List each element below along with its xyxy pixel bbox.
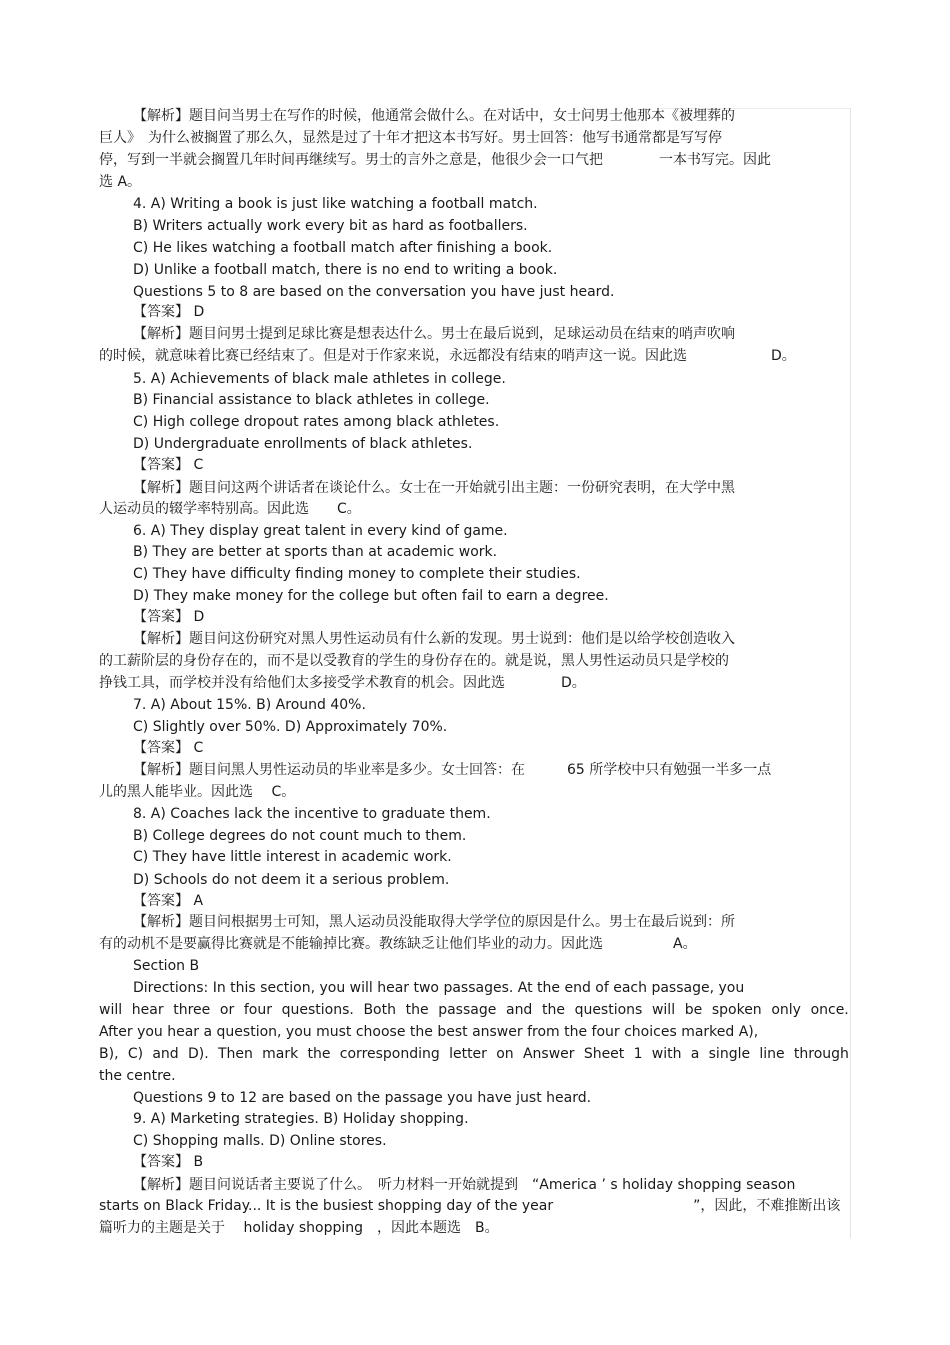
question-8-option-c: C) They have little interest in academic work. [133, 849, 452, 865]
word: questions. [281, 1002, 354, 1018]
analysis-q9-line-1: 【解析】题目问说话者主要说了什么。 听力材料一开始就提到 “America ’ s holiday shopping season [133, 1177, 796, 1193]
answer-q8: 【答案】 A [133, 893, 204, 909]
word: a [690, 1046, 700, 1062]
question-6-option-d: D) They make money for the college but often fail to earn a degree. [133, 588, 609, 604]
word: once. [810, 1002, 849, 1018]
word: the [307, 1046, 331, 1062]
word: only [771, 1002, 801, 1018]
analysis-q8-line-1: 【解析】题目问根据男士可知，黑人运动员没能取得大学学位的原因是什么。男士在最后说到：所 [133, 914, 735, 930]
directions-line-1: Directions: In this section, you will hear two passages. At the end of each passage, you [133, 980, 745, 996]
word: will [99, 1002, 123, 1018]
word: four [243, 1002, 272, 1018]
word: C) [127, 1046, 144, 1062]
word: questions [574, 1002, 643, 1018]
analysis-q7-line-2: 儿的黑人能毕业。因此选 C。 [99, 784, 296, 800]
answer-q7: 【答案】 C [133, 740, 204, 756]
questions-9-12-intro: Questions 9 to 12 are based on the passage you have just heard. [133, 1090, 592, 1106]
word: Both [363, 1002, 396, 1018]
word: D). [187, 1046, 209, 1062]
word: or [219, 1002, 235, 1018]
word: mark [262, 1046, 299, 1062]
word: will [651, 1002, 676, 1018]
question-6-option-a: 6. A) They display great talent in every kind of game. [133, 523, 508, 539]
word: through [793, 1046, 849, 1062]
analysis-q5-line-2: 人运动员的辍学率特别高。因此选 C。 [99, 501, 361, 517]
answer-q5: 【答案】 C [133, 457, 204, 473]
section-b-heading: Section B [133, 958, 200, 974]
question-9-options-ab: 9. A) Marketing strategies. B) Holiday shopping. [133, 1111, 469, 1127]
question-8-option-a: 8. A) Coaches lack the incentive to graduate them. [133, 806, 491, 822]
analysis-q4-line-2: 的时候，就意味着比赛已经结束了。但是对于作家来说，永远都没有结束的哨声这一说。因此选 D。 [99, 348, 796, 364]
answer-q4: 【答案】 D [133, 304, 205, 320]
analysis-q6-line-2: 的工薪阶层的身份存在的，而不是以受教育的学生的身份存在的。就是说，黑人男性运动员只是学校的 [99, 653, 729, 669]
word: three [173, 1002, 211, 1018]
question-6-option-c: C) They have difficulty finding money to complete their studies. [133, 566, 581, 582]
analysis-q3-line-1: 【解析】题目问当男士在写作的时候，他通常会做什么。在对话中，女士问男士他那本《被埋葬的 [133, 108, 735, 124]
analysis-q4-line-1: 【解析】题目问男士提到足球比赛是想表达什么。男士在最后说到，足球运动员在结束的哨声吹响 [133, 326, 735, 342]
question-6-option-b: B) They are better at sports than at academic work. [133, 544, 498, 560]
directions-line-2 [99, 999, 849, 1021]
directions-line-5: the centre. [99, 1068, 176, 1084]
question-5-option-b: B) Financial assistance to black athletes in college. [133, 392, 490, 408]
question-5-option-c: C) High college dropout rates among black athletes. [133, 414, 500, 430]
question-5-option-a: 5. A) Achievements of black male athletes in college. [133, 371, 506, 387]
question-5-option-d: D) Undergraduate enrollments of black athletes. [133, 436, 473, 452]
word: hear [131, 1002, 164, 1018]
word: corresponding [339, 1046, 440, 1062]
answer-q6: 【答案】 D [133, 609, 205, 625]
word: be [684, 1002, 703, 1018]
word: spoken [711, 1002, 762, 1018]
word: B), [99, 1046, 119, 1062]
word: Answer [522, 1046, 575, 1062]
analysis-q6-line-1: 【解析】题目问这份研究对黑人男性运动员有什么新的发现。男士说到：他们是以给学校创造收入 [133, 631, 735, 647]
word: and [505, 1002, 533, 1018]
word: the [405, 1002, 429, 1018]
question-7-options-cd: C) Slightly over 50%. D) Approximately 70%. [133, 719, 448, 735]
analysis-q3-line-2: 巨人》 为什么被搁置了那么久，显然是过了十年才把这本书写好。男士回答：他写书通常都是写写停 [99, 130, 722, 146]
analysis-q3-line-3: 停，写到一半就会搁置几年时间再继续写。男士的言外之意是，他很少会一口气把 一本书写完。因此 [99, 152, 771, 168]
analysis-q8-line-2: 有的动机不是要赢得比赛就是不能输掉比赛。教练缺乏让他们毕业的动力。因此选 A。 [99, 936, 697, 952]
answer-q9: 【答案】 B [133, 1154, 204, 1170]
question-4-option-b: B) Writers actually work every bit as hard as footballers. [133, 218, 528, 234]
word: the [541, 1002, 565, 1018]
question-4-option-d: D) Unlike a football match, there is no end to writing a book. [133, 262, 558, 278]
word: with [651, 1046, 682, 1062]
question-4-option-a: 4. A) Writing a book is just like watching a football match. [133, 196, 538, 212]
page-edge-right [850, 108, 851, 1238]
analysis-q7-line-1: 【解析】题目问黑人男性运动员的毕业率是多少。女士回答：在 65 所学校中只有勉强一半多一点 [133, 762, 772, 778]
analysis-q3-line-4: 选 A。 [99, 174, 142, 190]
word: and [152, 1046, 179, 1062]
word: single [708, 1046, 751, 1062]
directions-line-3: After you hear a question, you must choose the best answer from the four choices marked A), [99, 1024, 759, 1040]
question-7-options-ab: 7. A) About 15%. B) Around 40%. [133, 697, 366, 713]
word: letter [449, 1046, 487, 1062]
word: Sheet [583, 1046, 625, 1062]
question-4-option-c: C) He likes watching a football match after finishing a book. [133, 240, 553, 256]
word: line [759, 1046, 785, 1062]
word: on [496, 1046, 514, 1062]
question-8-option-b: B) College degrees do not count much to them. [133, 828, 467, 844]
word: passage [438, 1002, 497, 1018]
analysis-q9-line-2: starts on Black Friday... It is the busiest shopping day of the year ”，因此，不难推断出该 [99, 1198, 841, 1214]
question-8-option-d: D) Schools do not deem it a serious problem. [133, 872, 450, 888]
analysis-q9-line-3: 篇听力的主题是关于 holiday shopping ，因此本题选 B。 [99, 1220, 499, 1236]
directions-line-4 [99, 1043, 849, 1065]
questions-5-8-intro: Questions 5 to 8 are based on the conversation you have just heard. [133, 284, 615, 300]
analysis-q5-line-1: 【解析】题目问这两个讲话者在谈论什么。女士在一开始就引出主题：一份研究表明，在大学中黑 [133, 480, 735, 496]
word: Then [217, 1046, 253, 1062]
word: 1 [633, 1046, 643, 1062]
question-9-options-cd: C) Shopping malls. D) Online stores. [133, 1133, 387, 1149]
analysis-q6-line-3: 挣钱工具，而学校并没有给他们太多接受学术教育的机会。因此选 D。 [99, 675, 586, 691]
